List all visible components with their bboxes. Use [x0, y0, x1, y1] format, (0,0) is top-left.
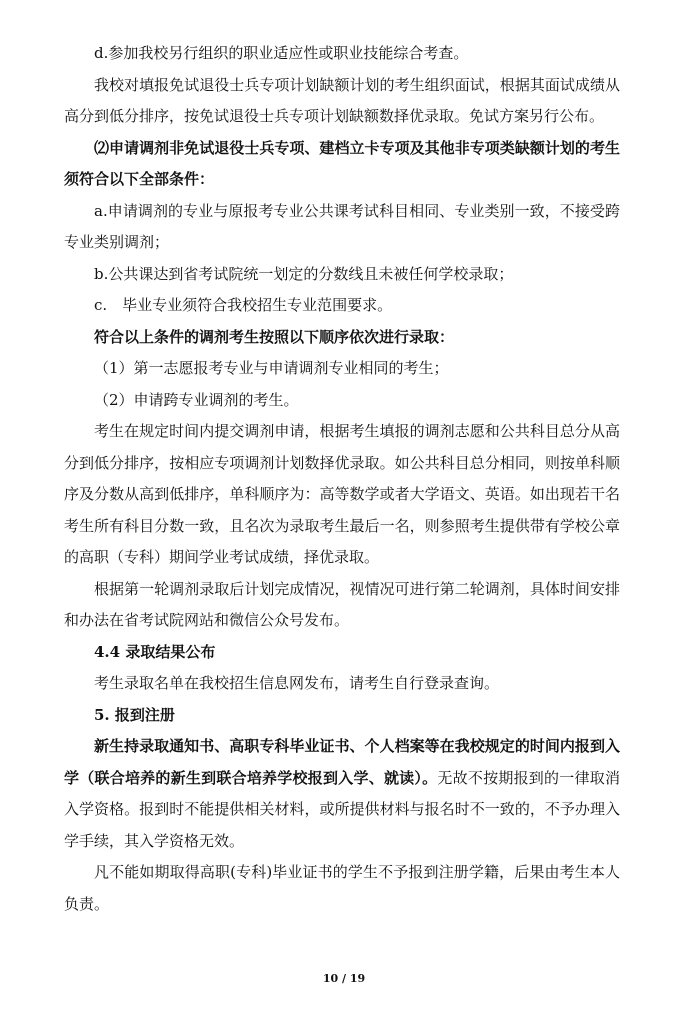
paragraph-registration: [64, 731, 620, 857]
registration-normal-text: 无故不按期报到的一律取消入学资格。报到时不能提供相关材料，或所提供材料与报名时不一致的，不予办理入学手续，其入学资格无效。: [64, 768, 620, 850]
paragraph-results-query: 考生录取名单在我校招生信息网发布，请考生自行登录查询。: [94, 674, 500, 692]
condition-c: c. 毕业专业须符合我校招生专业范围要求。: [94, 296, 393, 314]
page-number: 10 / 19: [322, 972, 366, 985]
document-body: [64, 38, 620, 920]
paragraph-interview: 我校对填报免试退役士兵专项计划缺额计划的考生组织面试，根据其面试成绩从高分到低分排序，按免试退役士兵专项计划缺额数择优录取。免试方案另行公布。: [64, 75, 620, 125]
order-item-1: （1）第一志愿报考专业与申请调剂专业相同的考生；: [94, 359, 449, 377]
condition-a: a.申请调剂的专业与原报考专业公共课考试科目相同、专业类别一致，不接受跨专业类别调剂；: [64, 201, 620, 251]
paragraph-option-d: d.参加我校另行组织的职业适应性或职业技能综合考查。: [94, 44, 469, 62]
heading-adjustment-conditions: ⑵申请调剂非免试退役士兵专项、建档立卡专项及其他非专项类缺额计划的考生须符合以下全部条件：: [64, 138, 620, 188]
paragraph-second-round: 根据第一轮调剂录取后计划完成情况，视情况可进行第二轮调剂，具体时间安排和办法在省考试院网站和微信公众号发布。: [64, 579, 620, 629]
heading-results-publication: 4.4 录取结果公布: [94, 642, 216, 661]
condition-b: b.公共课达到省考试院统一划定的分数线且未被任何学校录取；: [94, 264, 514, 283]
heading-admission-order: 符合以上条件的调剂考生按照以下顺序依次进行录取：: [94, 327, 455, 346]
heading-registration: 5. 报到注册: [94, 705, 175, 724]
paragraph-ranking-rules: 考生在规定时间内提交调剂申请，根据考生填报的调剂志愿和公共科目总分从高分到低分排序，按相应专项调剂计划数择优录取。如公共科目总分相同，则按单科顺序及分数从高到低排序，单科顺序为：高等数学或者大学语文、英语。如出现若干名考生所有科目分数一致，且名次为录取考生最后一名，则参照考生提供带有学校公章的高职（专科）期间学业考试成绩，择优录取。: [64, 422, 620, 566]
order-item-2: （2）申请跨专业调剂的考生。: [94, 390, 299, 409]
paragraph-diploma-requirement: 凡不能如期取得高职(专科)毕业证书的学生不予报到注册学籍，后果由考生本人负责。: [64, 863, 620, 913]
registration-bold-text: 新生持录取通知书、高职专科毕业证书、个人档案等在我校规定的时间内报到入学（联合培养的新生到联合培养学校报到入学、就读）。: [64, 737, 620, 787]
